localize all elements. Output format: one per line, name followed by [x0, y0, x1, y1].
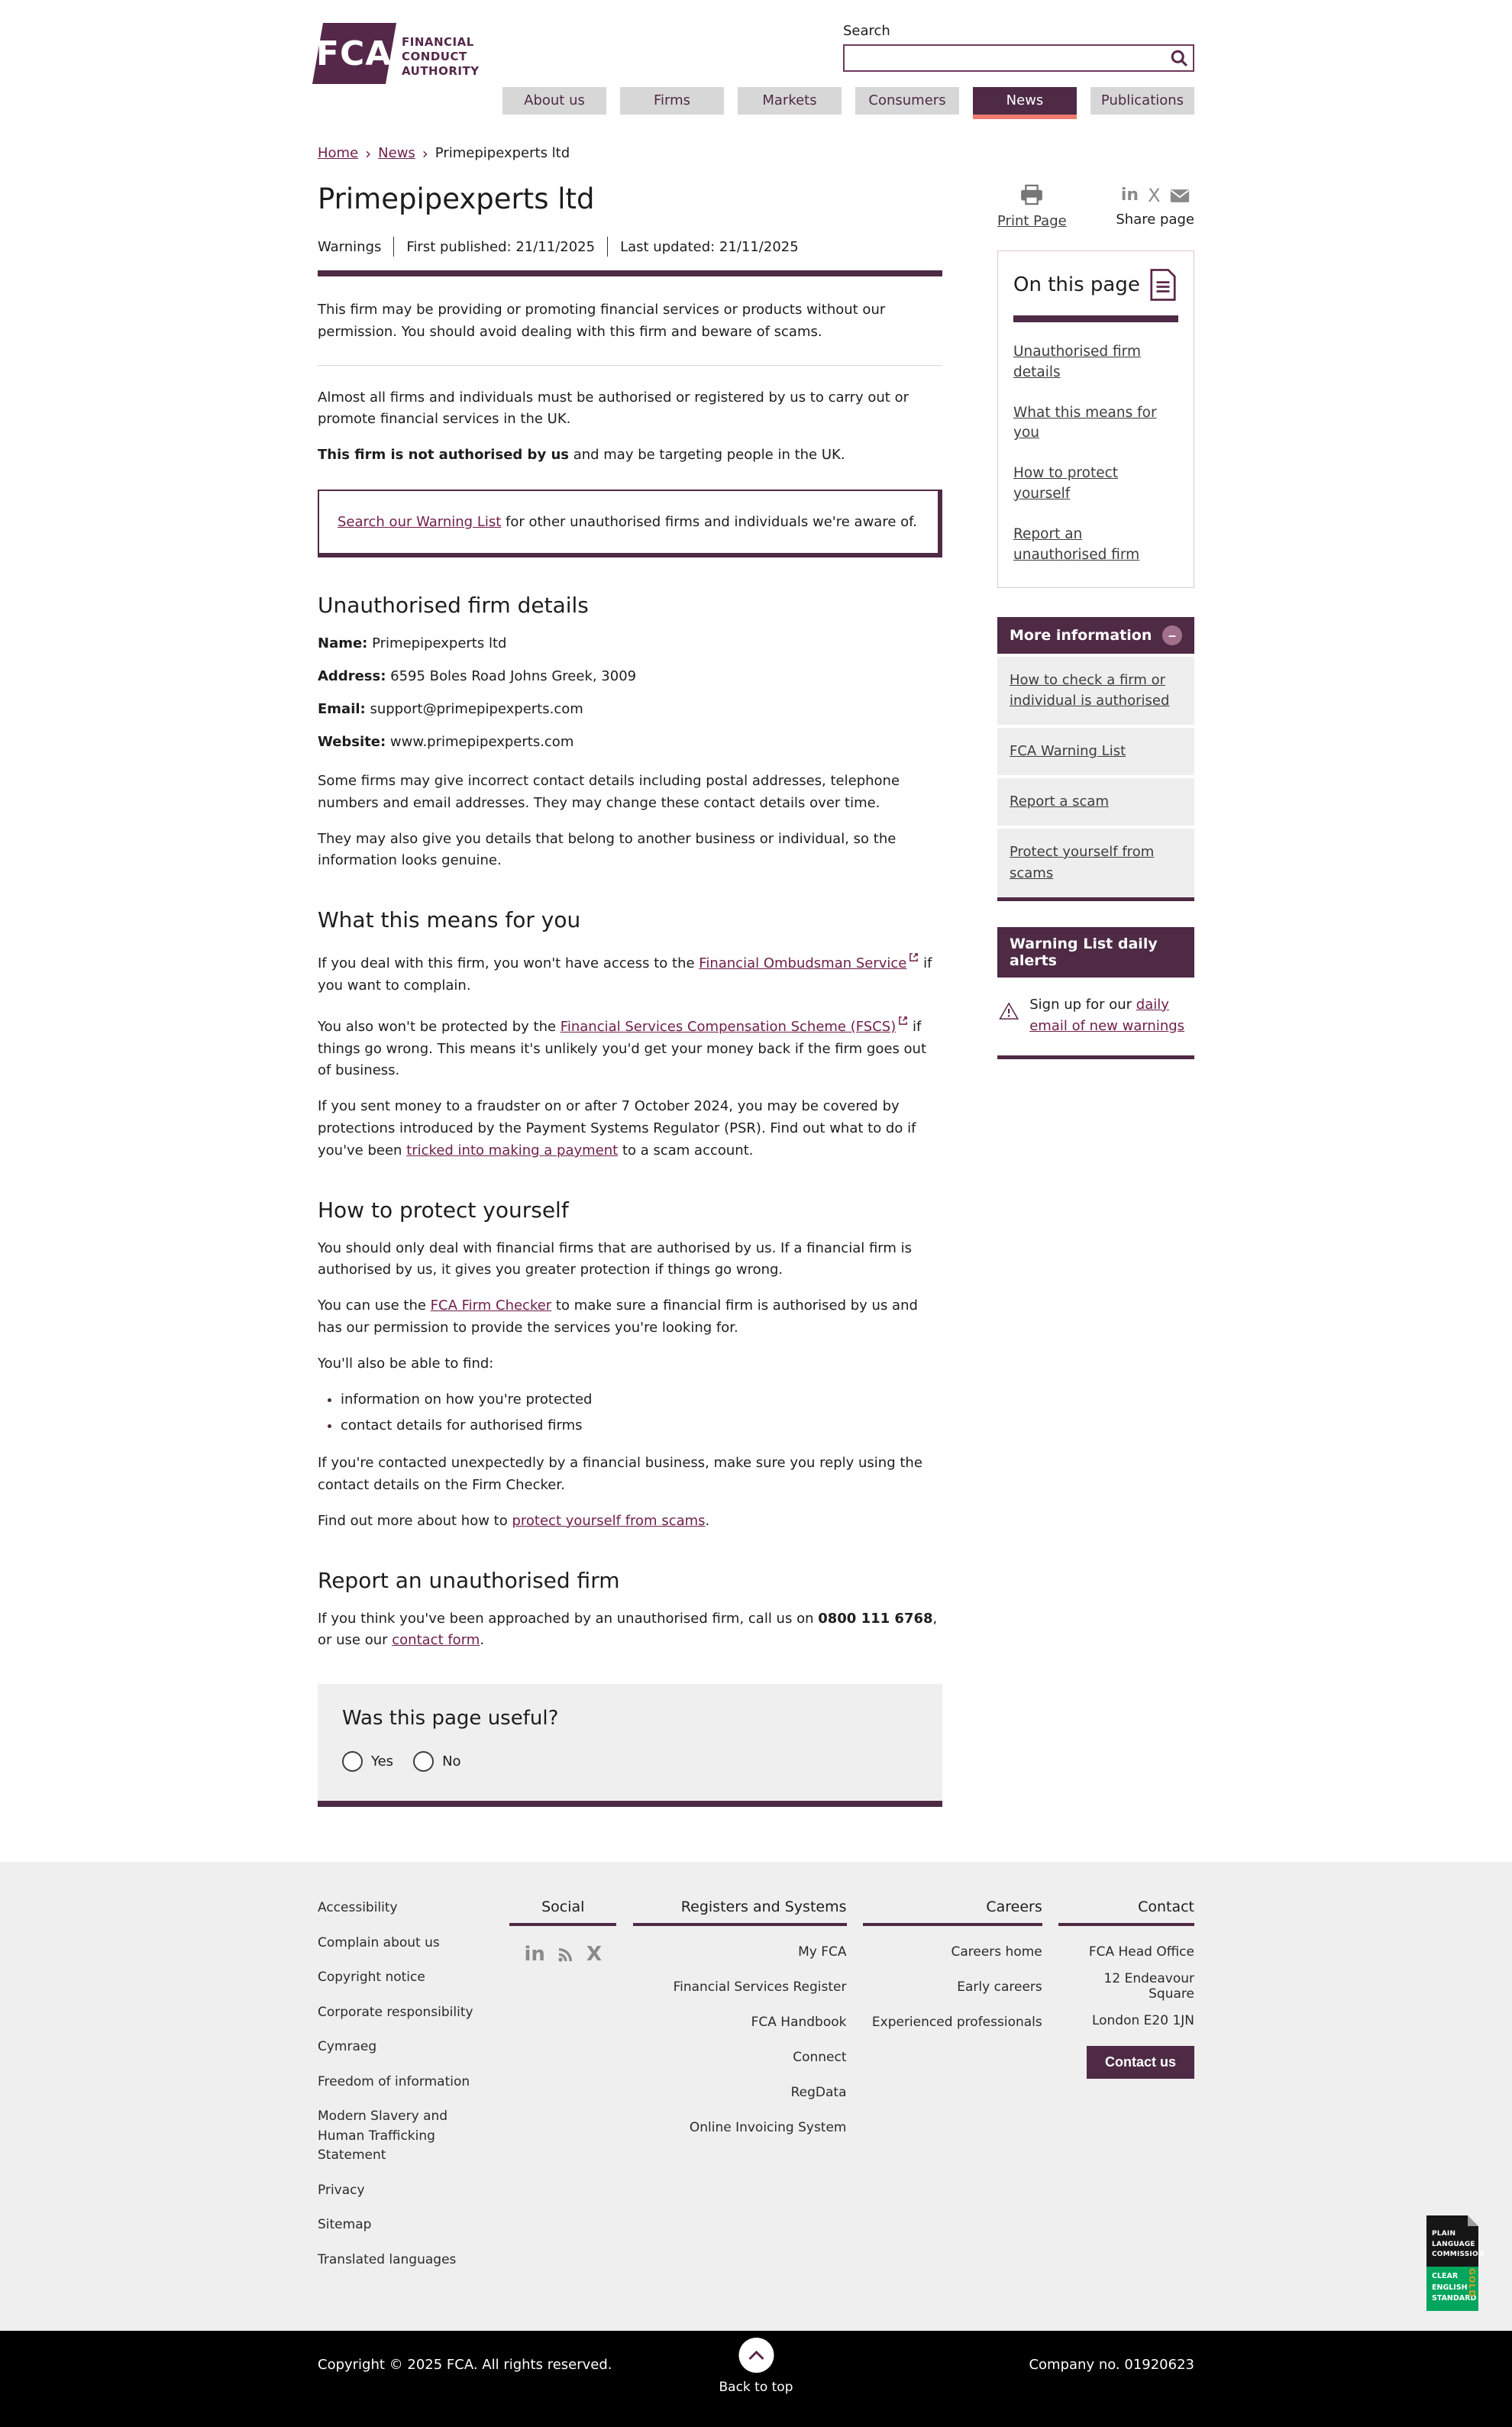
- footer-link-fca-handbook[interactable]: FCA Handbook: [751, 2015, 847, 2031]
- firm-address-field: [318, 666, 942, 687]
- warning-alerts-header: [997, 927, 1194, 978]
- footer-link-online-invoicing[interactable]: Online Invoicing System: [689, 2120, 847, 2136]
- rss-icon[interactable]: [557, 1945, 575, 1963]
- protect-from-scams-link[interactable]: protect yourself from scams: [512, 1512, 706, 1529]
- text: .: [480, 1632, 485, 1649]
- back-to-top-label: Back to top: [719, 2380, 793, 2396]
- footer-contact-heading: Contact: [1058, 1899, 1194, 1926]
- main-content: [318, 166, 942, 1807]
- share-icons: [1116, 184, 1194, 207]
- nav-tab-publications[interactable]: Publications: [1090, 87, 1194, 115]
- chevron-right-icon: ›: [365, 144, 372, 163]
- field-value: www.primepipexperts.com: [386, 733, 574, 750]
- folded-corner: [1468, 2215, 1478, 2226]
- more-info-item: [997, 728, 1194, 775]
- text: Find out more about how to: [318, 1512, 512, 1529]
- badge-line: LANGUAGE: [1432, 2240, 1475, 2248]
- on-this-page-box: [997, 250, 1194, 588]
- footer-careers-column: [863, 1899, 1042, 2285]
- footer-link-experienced-professionals[interactable]: Experienced professionals: [871, 2015, 1042, 2031]
- footer-link-complain[interactable]: Complain about us: [318, 1934, 440, 1950]
- toc-link-details[interactable]: Unauthorised firm details: [1013, 344, 1141, 380]
- not-authorised-paragraph: [318, 444, 942, 467]
- tricked-into-payment-link[interactable]: tricked into making a payment: [406, 1142, 619, 1159]
- not-authorised-bold: This firm is not authorised by us: [318, 447, 569, 464]
- more-info-item: [997, 657, 1194, 726]
- firm-email-field: [318, 699, 942, 719]
- protect-bullet-list: [341, 1389, 942, 1438]
- footer-link-copyright[interactable]: Copyright notice: [318, 1970, 425, 1986]
- footer-social-icons: [509, 1944, 616, 1964]
- feedback-no-radio[interactable]: [413, 1751, 434, 1772]
- not-authorised-rest: and may be targeting people in the UK.: [568, 447, 845, 464]
- field-label: Name:: [318, 635, 368, 651]
- section-heading-means: What this means for you: [318, 907, 581, 933]
- nav-tab-consumers[interactable]: Consumers: [855, 87, 959, 115]
- external-link-icon: [909, 948, 919, 970]
- collapse-minus-icon[interactable]: –: [1162, 625, 1182, 645]
- text: to a scam account.: [618, 1142, 754, 1159]
- field-value: support@primepipexperts.com: [365, 700, 583, 717]
- section-heading-protect: How to protect yourself: [318, 1197, 569, 1223]
- report-paragraph: [318, 1608, 942, 1653]
- footer-link-accessibility[interactable]: Accessibility: [318, 1900, 398, 1916]
- footer-registers-heading: Registers and Systems: [633, 1899, 847, 1926]
- firm-checker-link[interactable]: FCA Firm Checker: [430, 1298, 552, 1314]
- alerts-text: [1029, 994, 1193, 1037]
- contact-form-link[interactable]: contact form: [392, 1632, 480, 1649]
- warning-alerts-module: [997, 927, 1194, 1059]
- search-warning-list-link[interactable]: Search our Warning List: [338, 513, 502, 530]
- breadcrumb-current: Primepipexperts ltd: [435, 145, 570, 161]
- on-this-page-rule: [1013, 315, 1178, 322]
- text: if things go wrong. This means it's unlikely you'd get your money back if the firm goes out of business.: [318, 1018, 927, 1079]
- back-to-top-button[interactable]: [738, 2338, 774, 2373]
- footer-contact-column: [1058, 1899, 1194, 2285]
- on-this-page-title: On this page: [1013, 273, 1140, 296]
- x-icon[interactable]: X: [586, 1943, 602, 1966]
- lead-paragraph: This firm may be providing or promoting financial services or products without our permission. You should avoid dealing with this firm and beware of scams.: [318, 302, 886, 340]
- toc-link-report[interactable]: Report an unauthorised firm: [1013, 525, 1140, 563]
- field-label: Email:: [318, 700, 366, 717]
- footer-registers-column: [633, 1899, 847, 2285]
- protect-paragraph: You should only deal with financial firms that are authorised by us. If a financial firm is authorised by us, it gives you greater protection if things go wrong.: [318, 1239, 913, 1278]
- external-link-icon: [898, 1011, 908, 1033]
- more-information-module: [997, 617, 1194, 901]
- search-label: Search: [843, 23, 890, 39]
- warning-list-callout: [318, 490, 942, 557]
- chevron-right-icon: ›: [422, 144, 428, 163]
- firm-name-field: [318, 633, 942, 654]
- callout-text: for other unauthorised firms and individuals we're aware of.: [501, 513, 917, 530]
- intro-paragraph: [318, 387, 942, 431]
- nav-tab-news[interactable]: News: [973, 87, 1077, 115]
- footer-link-sitemap[interactable]: Sitemap: [318, 2217, 372, 2233]
- footer-social-column: [509, 1899, 616, 2285]
- protect-paragraph: You'll also be able to find:: [318, 1355, 494, 1372]
- fca-logo-mark: [312, 23, 396, 84]
- protect-paragraph: [318, 1511, 942, 1533]
- print-share-row: [997, 184, 1194, 229]
- badge-line: STANDARD: [1432, 2294, 1477, 2303]
- plain-language-commission-badge: [1426, 2215, 1485, 2311]
- logo-line: AUTHORITY: [402, 63, 480, 78]
- ombudsman-link[interactable]: Financial Ombudsman Service: [699, 955, 907, 972]
- footer-link-fs-register[interactable]: Financial Services Register: [673, 1979, 847, 1996]
- list-item: • contact details for authorised firms: [341, 1415, 942, 1437]
- badge-line: CLEAR: [1432, 2271, 1459, 2280]
- fca-logo-wordmark: [402, 23, 480, 78]
- footer-link-connect[interactable]: Connect: [793, 2050, 847, 2066]
- means-paragraph: [318, 1011, 942, 1082]
- search-icon: [1168, 47, 1190, 69]
- field-label: Address:: [318, 667, 386, 684]
- logo-line: CONDUCT: [402, 49, 467, 63]
- means-paragraph: [318, 948, 942, 997]
- search-button[interactable]: [1168, 47, 1190, 71]
- fscs-link[interactable]: Financial Services Compensation Scheme (FSCS): [560, 1018, 897, 1035]
- means-paragraph: [318, 1096, 942, 1162]
- section-heading-report: Report an unauthorised firm: [318, 1567, 620, 1593]
- footer-legal-column: [318, 1899, 493, 2285]
- document-icon: [1148, 268, 1178, 302]
- search-input[interactable]: [845, 46, 1193, 70]
- text: If you deal with this firm, you won't have access to the: [318, 955, 699, 972]
- text: to make sure a financial firm is authorised by us and has our permission to provide the services you're looking for.: [318, 1298, 918, 1336]
- back-to-top: [719, 2338, 793, 2395]
- sidebar: [997, 166, 1194, 1807]
- chevron-up-icon: [748, 2350, 764, 2361]
- footer-link-modern-slavery[interactable]: Modern Slavery and Human Trafficking Statement: [318, 2109, 448, 2164]
- details-paragraph: Some firms may give incorrect contact details including postal addresses, telephone numbers and email addresses. They may change these contact details over time.: [318, 772, 900, 811]
- footer-link-early-careers[interactable]: Early careers: [957, 1979, 1042, 1996]
- toc-link-protect[interactable]: How to protect yourself: [1013, 465, 1119, 503]
- nav-tab-about-us[interactable]: About us: [502, 87, 606, 115]
- footer-link-privacy[interactable]: Privacy: [318, 2182, 365, 2198]
- list-item: • information on how you're protected: [341, 1389, 942, 1411]
- primary-nav: [318, 87, 1194, 115]
- warning-alerts-body: [997, 978, 1194, 1055]
- fca-logo[interactable]: [318, 23, 480, 84]
- more-info-item: [997, 829, 1194, 897]
- meta-category: Warnings: [318, 238, 382, 255]
- footer-careers-heading: Careers: [863, 1899, 1042, 1926]
- contact-address-line: FCA Head Office: [1088, 1944, 1194, 1960]
- text: You also won't be protected by the: [318, 1018, 561, 1035]
- footer-link-foi[interactable]: Freedom of information: [318, 2073, 470, 2089]
- breadcrumb: [318, 145, 1194, 161]
- breadcrumb-news[interactable]: News: [378, 145, 415, 161]
- feedback-yes-radio[interactable]: [342, 1751, 363, 1772]
- footer-link-cymraeg[interactable]: Cymraeg: [318, 2039, 377, 2055]
- printer-icon: [1019, 184, 1044, 205]
- fca-logo-acronym: FCA: [316, 34, 393, 73]
- footer-link-my-fca[interactable]: My FCA: [798, 1944, 847, 1960]
- text: You can use the: [318, 1298, 431, 1314]
- footer-link-corporate-responsibility[interactable]: Corporate responsibility: [318, 2004, 473, 2020]
- search-block: [843, 23, 1194, 72]
- site-header: [0, 0, 1512, 115]
- field-value: 6595 Boles Road Johns Greek, 3009: [386, 667, 637, 684]
- share-block: [1116, 184, 1194, 229]
- check-firm-authorised-link[interactable]: How to check a firm or individual is authorised: [1010, 671, 1170, 709]
- feedback-question: Was this page useful?: [342, 1707, 559, 1731]
- protect-paragraph: [318, 1295, 942, 1340]
- article-meta: [318, 237, 942, 257]
- text: If you think you've been approached by an unauthorised firm, call us on: [318, 1610, 819, 1627]
- feedback-yes-group: [342, 1751, 393, 1772]
- copyright-text: Copyright © 2025 FCA. All rights reserved.: [318, 2357, 612, 2374]
- share-page-label: Share page: [1116, 212, 1194, 228]
- bottom-bar: [0, 2331, 1512, 2427]
- fca-warning-list-link[interactable]: FCA Warning List: [1010, 743, 1126, 760]
- page-title: Primepipexperts ltd: [318, 183, 595, 215]
- field-value: Primepipexperts ltd: [367, 635, 507, 651]
- page-feedback-box: [318, 1684, 942, 1807]
- feedback-no-group: [413, 1751, 460, 1772]
- phone-number: 0800 111 6768: [818, 1610, 933, 1627]
- more-information-header: [997, 617, 1194, 654]
- plc-badge-bottom: [1426, 2267, 1478, 2311]
- contact-address-line: London E20 1JN: [1091, 2013, 1194, 2029]
- x-icon[interactable]: X: [1148, 185, 1161, 206]
- firm-website-field: [318, 732, 942, 752]
- intro-text: Almost all firms and individuals must be authorised or registered by us to carry out or promote financial services in the UK.: [318, 389, 909, 428]
- more-info-item: [997, 778, 1194, 826]
- warning-alerts-title: Warning List daily alerts: [1010, 935, 1158, 969]
- meta-separator: [607, 237, 608, 257]
- field-label: Website:: [318, 733, 386, 750]
- text: Sign up for our: [1029, 996, 1136, 1013]
- badge-line: COMMISSION: [1432, 2251, 1485, 2259]
- footer-link-translated-languages[interactable]: Translated languages: [318, 2251, 457, 2267]
- feedback-options: [342, 1751, 918, 1772]
- title-rule: [318, 270, 942, 276]
- details-paragraph: They may also give you details that belong to another business or individual, so the information looks genuine.: [318, 830, 897, 869]
- linkedin-icon[interactable]: in: [1120, 186, 1139, 205]
- badge-gold-label: GOLD: [1467, 2267, 1477, 2298]
- breadcrumb-home[interactable]: Home: [318, 145, 359, 161]
- daily-email-signup-link[interactable]: daily email of new warnings: [1029, 996, 1185, 1034]
- warning-triangle-icon: [999, 994, 1019, 1028]
- toc-link-means[interactable]: What this means for you: [1013, 404, 1157, 441]
- meta-first-published: First published: 21/11/2025: [406, 238, 596, 255]
- protect-yourself-scams-link[interactable]: Protect yourself from scams: [1010, 844, 1155, 881]
- text: , or use our: [318, 1610, 938, 1649]
- feedback-yes-label: Yes: [371, 1753, 394, 1770]
- footer-link-careers-home[interactable]: Careers home: [951, 1944, 1042, 1960]
- plc-badge-top: [1426, 2215, 1485, 2267]
- print-block: [997, 184, 1067, 229]
- meta-last-updated: Last updated: 21/11/2025: [620, 238, 799, 255]
- divider: [318, 365, 942, 366]
- contact-address-line: 12 Endeavour Square: [1103, 1971, 1194, 2002]
- text: if you want to complain.: [318, 955, 932, 994]
- nav-tab-markets[interactable]: Markets: [738, 87, 842, 115]
- contact-us-button[interactable]: Contact us: [1087, 2046, 1194, 2079]
- feedback-no-label: No: [442, 1753, 461, 1770]
- logo-line: FINANCIAL: [402, 35, 474, 49]
- linkedin-icon[interactable]: in: [524, 1943, 545, 1966]
- site-footer: [0, 1862, 1512, 2331]
- badge-line: ENGLISH: [1432, 2283, 1468, 2292]
- footer-social-heading: Social: [509, 1899, 616, 1926]
- meta-separator: [393, 237, 394, 257]
- print-page-link[interactable]: Print Page: [997, 213, 1067, 229]
- on-this-page-header: [1013, 268, 1178, 302]
- footer-link-regdata[interactable]: RegData: [790, 2085, 847, 2101]
- text: If you sent money to a fraudster on or after 7 October 2024, you may be covered by protections introduced by the Payment Systems Regulator (PSR). Find out what to do if you've been: [318, 1098, 916, 1159]
- nav-tab-firms[interactable]: Firms: [620, 87, 724, 115]
- badge-line: PLAIN: [1432, 2230, 1456, 2238]
- text: .: [705, 1512, 710, 1529]
- company-number: Company no. 01920623: [1029, 2357, 1194, 2374]
- email-icon[interactable]: [1170, 189, 1190, 203]
- search-box: [843, 44, 1194, 72]
- section-heading-details: Unauthorised firm details: [318, 592, 589, 618]
- protect-paragraph: If you're contacted unexpectedly by a financial business, make sure you reply using the contact details on the Firm Checker.: [318, 1455, 922, 1493]
- report-a-scam-link[interactable]: Report a scam: [1010, 793, 1109, 810]
- more-information-title: More information: [1010, 626, 1152, 644]
